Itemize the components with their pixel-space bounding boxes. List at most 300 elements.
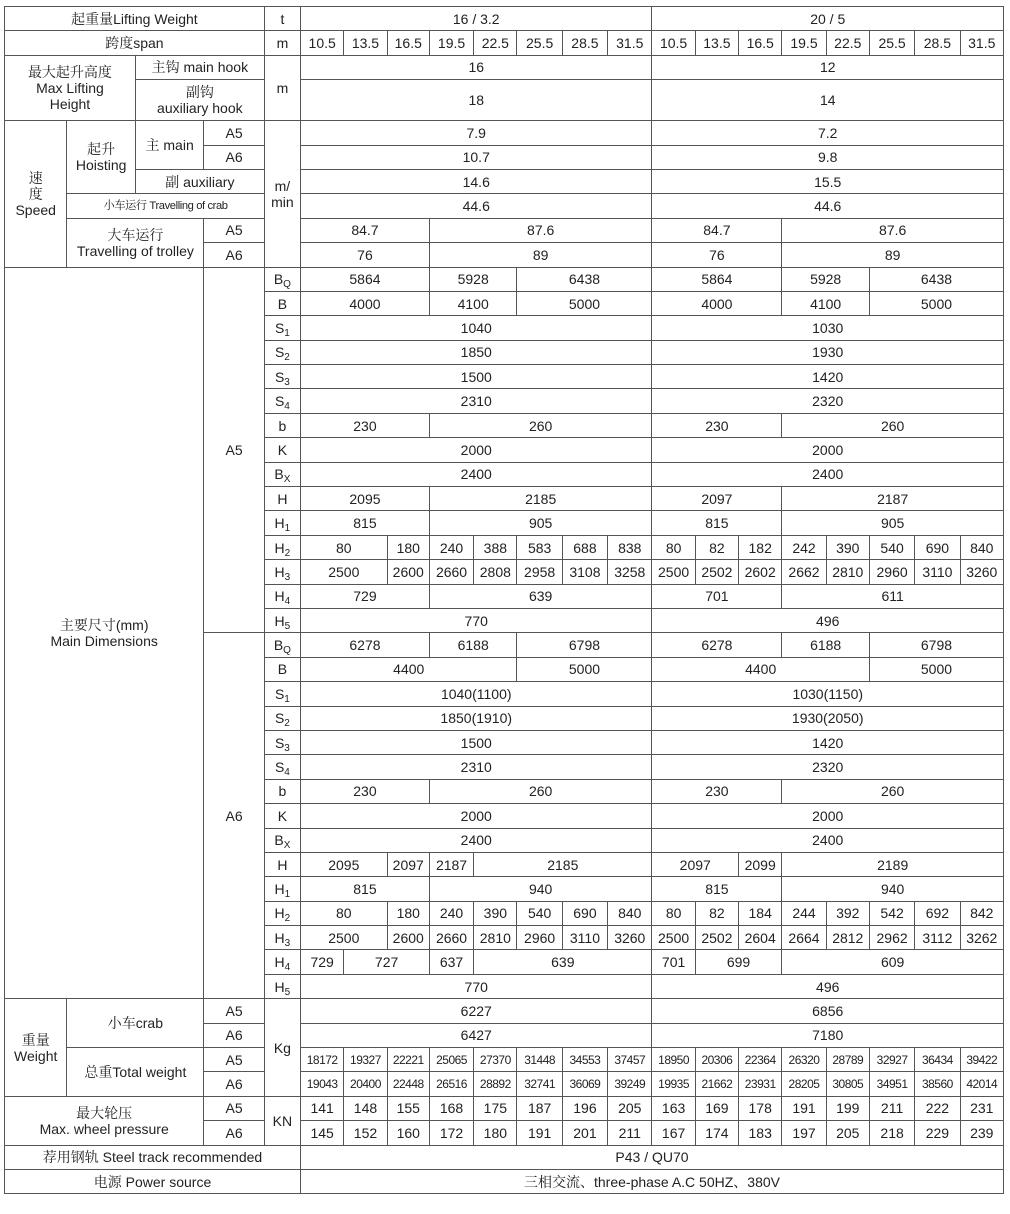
cell-text: 690 <box>573 905 597 922</box>
cell-text: 28205 <box>788 1077 820 1092</box>
table-row <box>5 194 1004 218</box>
cell-text: KN <box>272 1112 293 1129</box>
table-cell <box>301 779 430 803</box>
cell-text: 5928 <box>457 271 489 288</box>
table-cell <box>739 31 782 55</box>
table-cell <box>387 1048 429 1072</box>
cell-subscript: 5 <box>284 986 291 998</box>
cell-text: 4400 <box>745 661 777 678</box>
cell-text: A5 <box>225 124 243 141</box>
cell-text: 163 <box>661 1100 686 1117</box>
cell-text: 主钩 main hook <box>151 59 249 76</box>
cell-text: 22448 <box>392 1077 424 1092</box>
cell-text: B <box>273 637 284 654</box>
cell-text: 26516 <box>436 1077 467 1092</box>
table-cell <box>474 926 517 950</box>
cell-text: 3110 <box>922 563 953 580</box>
cell-text: 2185 <box>547 856 579 873</box>
table-cell <box>5 31 265 55</box>
cell-text: S <box>274 393 285 410</box>
table-cell <box>652 682 1004 706</box>
cell-subscript: 2 <box>284 718 290 730</box>
cell-text: 6798 <box>568 637 601 654</box>
cell-text: H <box>274 929 285 946</box>
cell-text: 44.6 <box>814 198 842 215</box>
table-cell <box>204 1048 264 1072</box>
cell-text: H <box>274 880 285 897</box>
cell-text: 87.6 <box>879 222 907 239</box>
table-cell <box>264 852 300 876</box>
cell-text: 178 <box>748 1100 772 1117</box>
table-cell <box>301 145 652 169</box>
cell-text: S <box>274 759 285 776</box>
table-cell <box>264 267 300 291</box>
cell-text: 16 / 3.2 <box>452 10 500 27</box>
cell-text: 10.5 <box>308 35 336 52</box>
cell-text: 244 <box>792 905 816 922</box>
cell-text: 2400 <box>812 466 844 483</box>
cell-text: 218 <box>880 1124 904 1141</box>
cell-text: 5000 <box>568 661 601 678</box>
table-cell <box>264 487 300 511</box>
table-cell <box>652 1023 1004 1047</box>
cell-text: 28789 <box>832 1052 864 1067</box>
cell-subscript: 1 <box>284 523 291 535</box>
table-cell <box>264 560 300 584</box>
table-cell <box>301 1145 1004 1169</box>
cell-text: 6427 <box>460 1027 492 1044</box>
cell-text: S <box>274 368 285 385</box>
table-cell <box>915 560 960 584</box>
cell-text: 2097 <box>392 856 424 873</box>
table-cell <box>301 584 430 608</box>
cell-text: 2097 <box>701 490 733 507</box>
table-cell <box>344 1072 387 1096</box>
cell-text: 1040 <box>460 319 492 336</box>
cell-text: 729 <box>310 954 334 971</box>
cell-text: 31.5 <box>616 35 644 52</box>
cell-text: 240 <box>439 905 464 922</box>
table-cell <box>344 950 430 974</box>
table-cell <box>301 511 430 535</box>
cell-text: 2000 <box>812 441 844 458</box>
table-cell <box>739 1096 782 1120</box>
table-row <box>5 169 1004 193</box>
cell-text: B <box>274 466 284 483</box>
table-cell <box>695 560 738 584</box>
table-cell <box>826 901 869 925</box>
cell-text: A6 <box>225 1124 243 1141</box>
table-cell <box>474 852 652 876</box>
cell-text: 主 main <box>145 137 194 154</box>
cell-text: 172 <box>439 1124 464 1141</box>
table-cell <box>869 1121 914 1145</box>
table-cell <box>782 413 1004 437</box>
table-cell <box>652 267 782 291</box>
cell-text: 222 <box>925 1100 950 1117</box>
table-cell <box>652 1072 695 1096</box>
table-cell <box>517 1048 562 1072</box>
cell-text: A6 <box>225 149 243 166</box>
table-cell <box>869 535 914 559</box>
cell-text: 260 <box>528 783 553 800</box>
cell-text: 2000 <box>812 807 844 824</box>
cell-text: B <box>273 271 284 288</box>
cell-text: 80 <box>336 905 352 922</box>
cell-subscript: Q <box>283 645 291 657</box>
cell-text: 21662 <box>701 1077 733 1092</box>
table-cell <box>429 877 652 901</box>
table-cell <box>517 31 562 55</box>
table-cell <box>652 291 782 315</box>
cell-text: 609 <box>880 954 905 971</box>
cell-text: 9.8 <box>817 149 838 166</box>
cell-text: 2664 <box>788 929 820 946</box>
table-cell <box>429 584 652 608</box>
cell-text: 80 <box>336 539 352 556</box>
cell-text: 905 <box>880 515 905 532</box>
cell-text: 2320 <box>812 393 844 410</box>
table-cell <box>264 706 300 730</box>
table-cell <box>652 438 1004 462</box>
table-cell <box>652 487 782 511</box>
cell-text: 2502 <box>701 929 733 946</box>
table-cell <box>652 706 1004 730</box>
cell-text: 2400 <box>460 466 492 483</box>
cell-text: 31.5 <box>968 35 996 52</box>
table-cell <box>474 1121 517 1145</box>
table-cell <box>826 560 869 584</box>
cell-text: A5 <box>225 1100 243 1117</box>
cell-text: 180 <box>396 539 420 556</box>
table-cell <box>264 828 300 852</box>
cell-text: 89 <box>884 246 901 263</box>
cell-text: 2812 <box>832 929 864 946</box>
cell-text: 842 <box>970 905 994 922</box>
table-cell <box>204 1121 264 1145</box>
cell-text: A6 <box>225 246 243 263</box>
table-cell <box>204 121 264 145</box>
table-cell <box>301 877 430 901</box>
cell-text: 699 <box>726 954 751 971</box>
cell-text: 1500 <box>460 368 492 385</box>
cell-text: 1930(2050) <box>791 710 864 727</box>
table-cell <box>695 901 738 925</box>
table-cell <box>5 7 265 31</box>
table-cell <box>474 950 652 974</box>
table-cell: 速 度 Speed <box>5 121 67 267</box>
table-cell <box>652 974 1004 998</box>
table-cell <box>429 218 652 242</box>
cell-text: 191 <box>527 1124 552 1141</box>
table-cell <box>264 999 300 1097</box>
table-cell <box>264 389 300 413</box>
table-cell <box>652 121 1004 145</box>
table-cell <box>301 121 652 145</box>
cell-text: 637 <box>439 954 464 971</box>
table-cell <box>652 633 782 657</box>
cell-text: 80 <box>665 905 682 922</box>
cell-text: 145 <box>310 1124 334 1141</box>
cell-text: 583 <box>527 539 552 556</box>
cell-text: 230 <box>705 783 729 800</box>
table-cell <box>652 389 1004 413</box>
table-cell <box>517 1072 562 1096</box>
table-cell <box>739 1048 782 1072</box>
cell-text: S <box>274 344 285 361</box>
cell-text: 211 <box>880 1100 904 1117</box>
table-cell <box>652 1096 695 1120</box>
cell-text: 260 <box>528 417 553 434</box>
table-cell <box>204 1072 264 1096</box>
cell-text: 211 <box>618 1124 641 1141</box>
table-cell <box>652 535 695 559</box>
table-cell <box>301 999 652 1023</box>
table-cell <box>652 877 782 901</box>
cell-text: 6278 <box>349 637 381 654</box>
table-cell <box>387 535 429 559</box>
table-cell <box>739 901 782 925</box>
table-cell <box>652 413 782 437</box>
cell-text: 183 <box>748 1124 772 1141</box>
table-cell <box>652 511 782 535</box>
table-cell <box>652 779 782 803</box>
table-cell <box>301 974 652 998</box>
cell-text: 155 <box>396 1100 420 1117</box>
cell-text: 39422 <box>966 1052 998 1067</box>
cell-subscript: 4 <box>284 962 291 974</box>
cell-text: 16 <box>468 59 485 76</box>
cell-text: m <box>276 35 289 52</box>
cell-text: 26320 <box>788 1052 820 1067</box>
cell-text: 36434 <box>921 1052 953 1067</box>
cell-text: 3262 <box>966 929 998 946</box>
table-cell <box>429 950 473 974</box>
cell-text: 187 <box>527 1100 552 1117</box>
table-cell <box>562 535 607 559</box>
cell-text: 174 <box>705 1124 729 1141</box>
table-cell <box>869 1048 914 1072</box>
table-cell <box>652 901 695 925</box>
table-cell <box>562 1096 607 1120</box>
cell-text: t <box>280 10 285 27</box>
table-cell <box>264 633 300 657</box>
cell-text: 169 <box>705 1100 729 1117</box>
cell-text: S <box>274 685 285 702</box>
table-cell <box>739 1072 782 1096</box>
table-cell <box>652 584 782 608</box>
table-cell <box>344 31 387 55</box>
table-cell <box>652 1121 695 1145</box>
cell-subscript: 5 <box>284 620 291 632</box>
cell-text: 1500 <box>460 734 492 751</box>
table-cell <box>264 584 300 608</box>
table-cell <box>204 1096 264 1120</box>
table-row <box>5 1145 1004 1169</box>
cell-text: 230 <box>353 783 377 800</box>
table-cell <box>915 31 960 55</box>
cell-text: 7.2 <box>817 124 838 141</box>
table-cell <box>869 291 1003 315</box>
cell-text: 2095 <box>328 856 360 873</box>
cell-text: 2660 <box>435 929 468 946</box>
cell-subscript: 3 <box>284 571 291 583</box>
table-cell <box>695 31 738 55</box>
table-cell <box>344 1096 387 1120</box>
cell-text: 27370 <box>479 1052 511 1067</box>
table-cell <box>608 1072 652 1096</box>
table-cell <box>204 243 264 267</box>
cell-text: 639 <box>528 588 553 605</box>
table-cell <box>301 169 652 193</box>
table-cell <box>264 682 300 706</box>
cell-text: A6 <box>225 1076 243 1093</box>
cell-text: 2600 <box>392 929 424 946</box>
cell-text: H <box>274 612 285 629</box>
table-cell <box>264 340 300 364</box>
cell-text: 3110 <box>569 929 600 946</box>
cell-text: 电源 Power source <box>93 1173 212 1190</box>
cell-text: S <box>274 734 285 751</box>
cell-text: 小车运行 Travelling of crab <box>103 200 228 213</box>
cell-text: b <box>278 783 287 800</box>
cell-text: 231 <box>970 1100 994 1117</box>
cell-text: 540 <box>880 539 904 556</box>
table-cell <box>474 1072 517 1096</box>
table-cell <box>782 877 1004 901</box>
cell-subscript: 3 <box>284 376 290 388</box>
cell-text: 392 <box>836 905 860 922</box>
table-cell <box>695 1048 738 1072</box>
table-cell <box>135 55 264 79</box>
table-cell <box>301 1072 344 1096</box>
table-cell <box>739 560 782 584</box>
table-cell <box>608 901 652 925</box>
table-cell <box>960 926 1003 950</box>
cell-text: A6 <box>225 1027 243 1044</box>
cell-text: 2187 <box>435 856 468 873</box>
table-cell <box>782 511 1004 535</box>
table-cell <box>135 169 264 193</box>
cell-text: A5 <box>225 441 243 458</box>
cell-text: 2962 <box>876 929 908 946</box>
cell-text: 168 <box>439 1100 464 1117</box>
cell-text: 32741 <box>524 1077 556 1092</box>
table-cell <box>960 1121 1003 1145</box>
table-cell <box>429 1121 473 1145</box>
table-cell <box>264 926 300 950</box>
table-cell <box>915 1121 960 1145</box>
cell-text: 3260 <box>966 563 998 580</box>
cell-text: 84.7 <box>351 222 379 239</box>
cell-text: H <box>277 490 288 507</box>
table-cell <box>608 560 652 584</box>
cell-subscript: 2 <box>284 352 290 364</box>
table-cell <box>869 1096 914 1120</box>
cell-text: 2662 <box>788 563 820 580</box>
table-cell <box>915 535 960 559</box>
cell-text: 2500 <box>658 929 690 946</box>
table-cell <box>301 657 517 681</box>
cell-text: 540 <box>527 905 552 922</box>
table-cell <box>474 560 517 584</box>
cell-text: 6227 <box>460 1002 492 1019</box>
table-cell <box>429 535 473 559</box>
spec-table-body <box>5 7 1004 1194</box>
table-cell <box>826 926 869 950</box>
table-cell <box>5 1145 301 1169</box>
cell-text: 388 <box>483 539 508 556</box>
table-cell <box>387 901 429 925</box>
table-cell <box>826 1048 869 1072</box>
table-cell <box>782 487 1004 511</box>
cell-text: 3260 <box>614 929 646 946</box>
cell-text: 18172 <box>306 1052 338 1067</box>
table-cell <box>695 926 738 950</box>
table-cell <box>915 926 960 950</box>
cell-text: 496 <box>816 978 840 995</box>
cell-text: 1420 <box>812 368 844 385</box>
cell-text: b <box>278 417 287 434</box>
cell-text: 30805 <box>832 1077 864 1092</box>
table-cell <box>608 1121 652 1145</box>
cell-text: 19043 <box>306 1077 338 1092</box>
table-cell <box>264 413 300 437</box>
cell-text: 6438 <box>568 271 601 288</box>
table-cell <box>960 31 1003 55</box>
table-cell <box>608 1096 652 1120</box>
cell-text: 542 <box>880 905 904 922</box>
cell-text: 496 <box>816 612 840 629</box>
table-cell <box>915 1072 960 1096</box>
table-cell <box>429 1096 473 1120</box>
table-cell <box>652 80 1004 121</box>
table-cell <box>652 169 1004 193</box>
table-cell <box>782 926 826 950</box>
table-cell <box>301 608 652 632</box>
table-cell <box>67 1048 204 1097</box>
cell-text: 1040(1100) <box>440 685 512 702</box>
spec-sheet <box>4 6 1004 1194</box>
cell-text: 2660 <box>435 563 468 580</box>
table-cell <box>429 852 473 876</box>
cell-text: 205 <box>836 1124 860 1141</box>
cell-text: 729 <box>353 588 377 605</box>
cell-text: 2500 <box>328 929 360 946</box>
cell-text: 39249 <box>614 1077 646 1092</box>
table-cell: 大车运行 Travelling of trolley <box>67 218 204 267</box>
cell-text: 199 <box>836 1100 860 1117</box>
table-row <box>5 121 1004 145</box>
table-cell <box>301 7 652 31</box>
table-cell <box>517 901 562 925</box>
cell-text: 20 / 5 <box>810 10 846 27</box>
table-cell <box>429 291 517 315</box>
table-cell <box>869 926 914 950</box>
cell-text: 32927 <box>876 1052 908 1067</box>
cell-text: 815 <box>353 880 377 897</box>
table-row <box>5 55 1004 79</box>
table-cell <box>264 657 300 681</box>
table-cell <box>782 560 826 584</box>
crane-spec-table <box>4 6 1004 1194</box>
cell-subscript: 2 <box>284 913 291 925</box>
cell-text: 2810 <box>832 563 864 580</box>
table-cell <box>301 291 430 315</box>
cell-text: 5000 <box>568 295 601 312</box>
table-cell <box>301 901 388 925</box>
table-cell <box>782 779 1004 803</box>
